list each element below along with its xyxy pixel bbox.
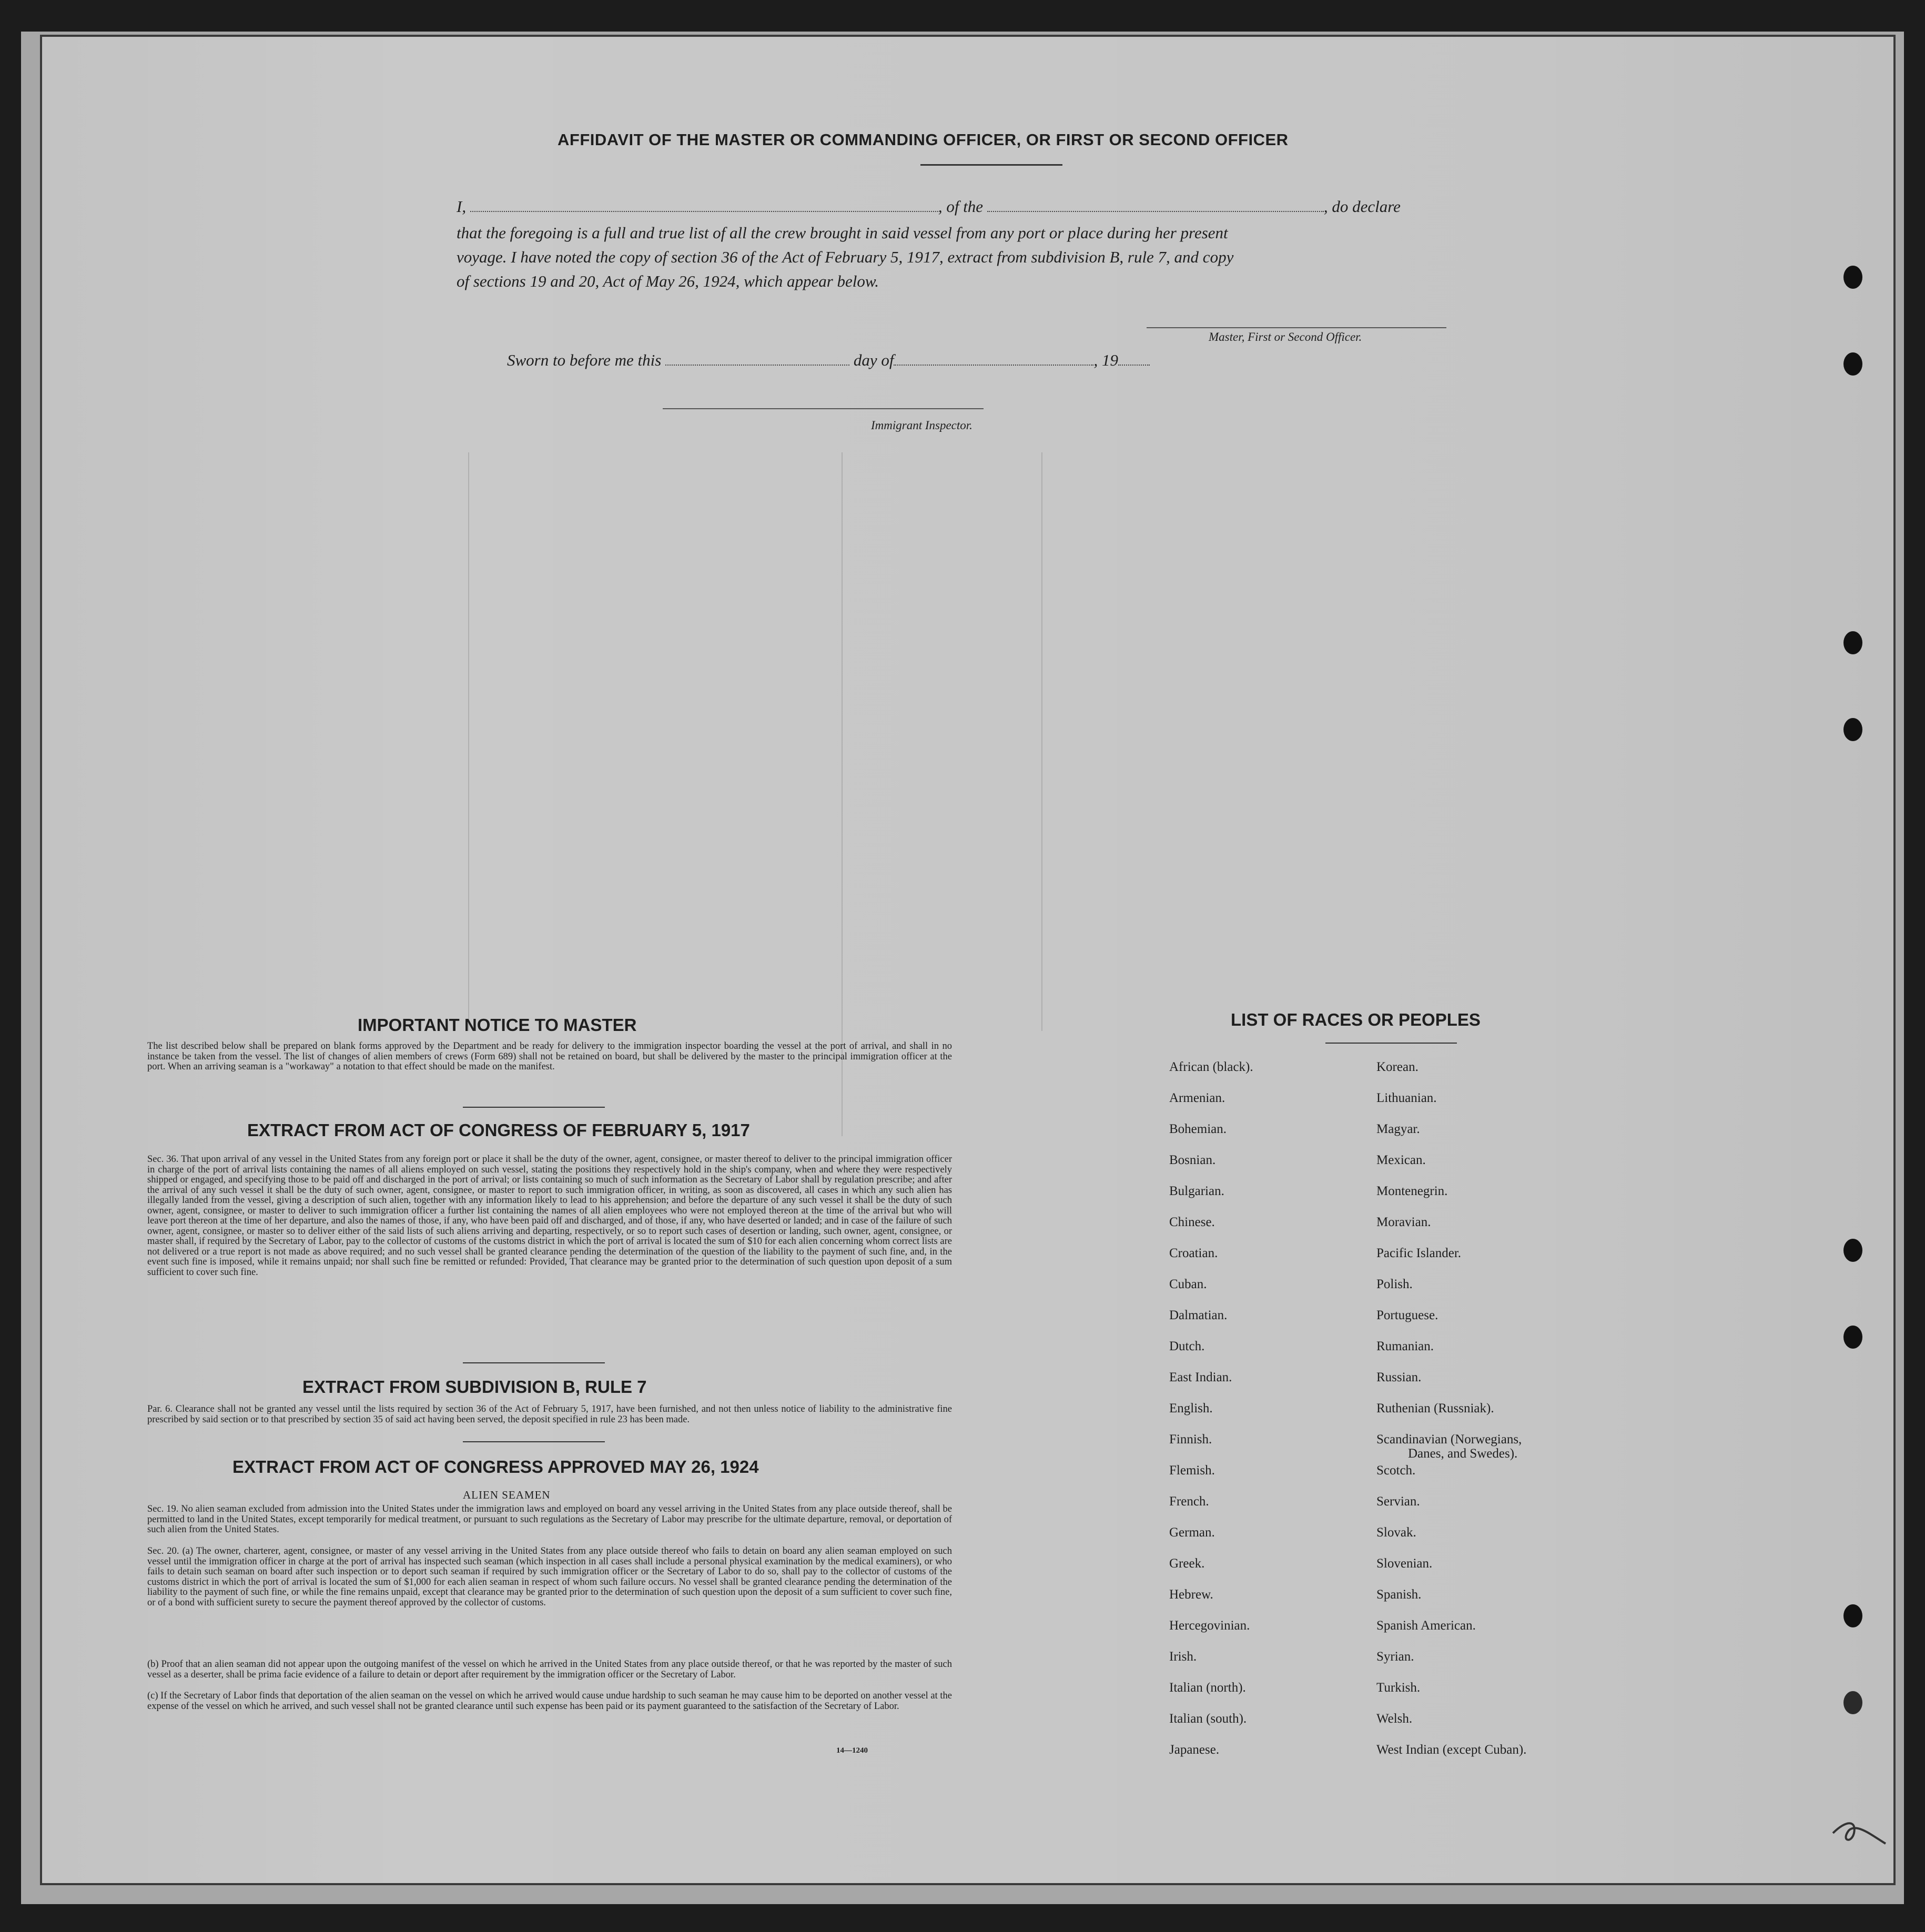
race-item-continuation: Danes, and Swedes).	[1408, 1447, 1518, 1461]
race-item: Servian.	[1376, 1494, 1420, 1509]
race-item: East Indian.	[1169, 1370, 1232, 1384]
race-item: Turkish.	[1376, 1681, 1421, 1695]
race-item: Mexican.	[1376, 1153, 1426, 1167]
race-item: Slovenian.	[1376, 1556, 1433, 1571]
race-item: Spanish.	[1376, 1587, 1422, 1602]
race-item: African (black).	[1169, 1060, 1253, 1074]
race-item: Croatian.	[1169, 1246, 1218, 1260]
bleed-line	[468, 452, 469, 1031]
race-item: Magyar.	[1376, 1122, 1420, 1136]
sworn-day-of: day of	[853, 351, 894, 369]
races-column-2	[1376, 1060, 1526, 1774]
master-signature-line	[1147, 327, 1446, 328]
race-item: Bulgarian.	[1169, 1184, 1224, 1198]
affidavit-of-the: , of the	[938, 197, 984, 216]
extract-1924-title: EXTRACT FROM ACT OF CONGRESS APPROVED MAY 26, 1924	[232, 1457, 759, 1476]
sworn-line	[507, 348, 1150, 372]
inspector-signature-line	[663, 408, 984, 409]
race-item: Bohemian.	[1169, 1122, 1227, 1136]
affidavit-line3: voyage. I have noted the copy of section 36 of the Act of February 5, 1917, extract from subdivision B, rule 7, and copy	[457, 248, 1234, 266]
sworn-year: , 19	[1093, 351, 1118, 369]
alien-seamen-subtitle: ALIEN SEAMEN	[463, 1489, 551, 1501]
race-item: Rumanian.	[1376, 1339, 1434, 1353]
races-title: LIST OF RACES OR PEOPLES	[1231, 1010, 1481, 1029]
race-item: Polish.	[1376, 1277, 1413, 1291]
race-item: Dalmatian.	[1169, 1308, 1228, 1322]
binder-hole	[1843, 1239, 1862, 1262]
race-item: Finnish.	[1169, 1432, 1212, 1447]
race-item: Chinese.	[1169, 1215, 1215, 1229]
race-item: Slovak.	[1376, 1525, 1416, 1540]
race-item: Hercegovinian.	[1169, 1619, 1250, 1633]
race-item: Montenegrin.	[1376, 1184, 1448, 1198]
race-item: Scandinavian (Norwegians,	[1376, 1432, 1522, 1447]
extract-1924-sec19: Sec. 19. No alien seaman excluded from admission into the United States under the immigration laws and employed on board any vessel arriving in the United States from any place outside thereof, shall be permitted to land in the United States, except temporarily for medical treatment, or pursuant to such regulations as the Secretary of Labor may prescribe for the ultimate departure, removal, or deportation of such alien from the United States.	[147, 1504, 952, 1535]
extract-1917-title: EXTRACT FROM ACT OF CONGRESS OF FEBRUARY 5, 1917	[247, 1120, 750, 1140]
affidavit-i: I,	[457, 197, 467, 216]
binder-hole	[1843, 352, 1862, 376]
race-item: Lithuanian.	[1376, 1091, 1437, 1105]
binder-hole	[1843, 1326, 1862, 1349]
race-item: French.	[1169, 1494, 1209, 1509]
binder-hole	[1843, 631, 1862, 654]
race-item: Bosnian.	[1169, 1153, 1216, 1167]
affidavit-line4: of sections 19 and 20, Act of May 26, 1924, which appear below.	[457, 272, 879, 290]
race-item: Moravian.	[1376, 1215, 1431, 1229]
binder-hole	[1843, 1691, 1862, 1714]
inspector-label: Immigrant Inspector.	[871, 419, 972, 432]
binder-hole	[1843, 718, 1862, 741]
races-rule	[1325, 1043, 1457, 1044]
title-rule	[920, 164, 1062, 166]
section-rule	[463, 1441, 605, 1442]
extract-1924-sec20b: (b) Proof that an alien seaman did not appear upon the outgoing manifest of the vessel on which he arrived in the United States from any place outside thereof, or that he was reported by the master of such vessel as a deserter, shall be prima facie evidence of a failure to detain or deport after requirement by the immigration officer or the Secretary of Labor.	[147, 1659, 952, 1680]
affidavit-title: AFFIDAVIT OF THE MASTER OR COMMANDING OFFICER, OR FIRST OR SECOND OFFICER	[558, 130, 1289, 149]
race-item: West Indian (except Cuban).	[1376, 1743, 1527, 1757]
race-item: Pacific Islander.	[1376, 1246, 1462, 1260]
bleed-line	[1041, 452, 1042, 1031]
extract-1924-sec20c: (c) If the Secretary of Labor finds that deportation of the alien seaman on the vessel on which he arrived would cause undue hardship to such seaman he may cause him to be deported on another vessel at the expense of the vessel on which he arrived, and such vessel shall not be granted clearance until such expense has been paid or its payment guaranteed to the satisfaction of the Secretary of Labor.	[147, 1691, 952, 1712]
race-item: Italian (north).	[1169, 1681, 1246, 1695]
race-item: Ruthenian (Russniak).	[1376, 1401, 1494, 1415]
race-item: Cuban.	[1169, 1277, 1207, 1291]
race-item: Spanish American.	[1376, 1619, 1476, 1633]
affidavit-line1	[457, 195, 1487, 219]
section-rule	[463, 1107, 605, 1108]
notice-title: IMPORTANT NOTICE TO MASTER	[358, 1015, 637, 1035]
section-rule	[463, 1362, 605, 1363]
race-item: Flemish.	[1169, 1463, 1215, 1478]
sworn-year-blank	[1118, 365, 1150, 366]
race-item: English.	[1169, 1401, 1213, 1415]
sworn-month-blank	[894, 365, 1093, 366]
binder-hole	[1843, 1604, 1862, 1627]
form-number: 14—1240	[836, 1746, 868, 1755]
extract-1917-text: Sec. 36. That upon arrival of any vessel in the United States from any foreign port or place it shall be the duty of the owner, agent, consignee, or master thereof to deliver to the principal immigration officer in charge of the port of arrival lists containing the names of all aliens employed on such vessel, stating the positions they respectively hold in the ship's company, when and where they were respectively shipped or engaged, and specifying those to be paid off and discharged in the port of arrival; or lists containing so much of such information as the Secretary of Labor shall by regulation prescribe; and after the arrival of any such vessel it shall be the duty of such owner, agent, consignee, or master to report to such immigration officer, in writing, as soon as discovered, all cases in which any such alien has illegally landed from the vessel, giving a description of such alien, together with any information likely to lead to his apprehension; and before the departure of any such vessel it shall be the duty of such owner, agent, consignee, or master to deliver to such immigration officer a further list containing the names of all alien employees who were not employed thereon at the time of the arrival but who will leave port thereon at the time of her departure, and also the names of those, if any, who have been paid off and discharged, and of those, if any, who have deserted or landed; and in case of the failure of such owner, agent, consignee, or master so to deliver either of the said lists of such aliens arriving and departing, respectively, or so to report such cases of desertion or landing, such owner, agent, consignee, or master shall, if required by the Secretary of Labor, pay to the collector of customs of the customs district in which the port of arrival is located the sum of $10 for each alien concerning whom correct lists are not delivered or a true report is not made as above required; and no such vessel shall be granted clearance pending the determination of the question of the liability to the payment of such fine, and, in the event such fine is imposed, while it remains unpaid; nor shall such fine be remitted or refunded: Provided, That clearance may be granted prior to the determination of such question upon deposit of a sum sufficient to cover such fine.	[147, 1154, 952, 1278]
subdivision-b-title: EXTRACT FROM SUBDIVISION B, RULE 7	[302, 1377, 647, 1397]
affidavit-do-declare: , do declare	[1323, 197, 1401, 216]
extract-1924-sec20a: Sec. 20. (a) The owner, charterer, agent, consignee, or master of any vessel arriving in the United States from any place outside thereof who fails to detain on board any alien seaman employed on such vessel until the immigration officer in charge at the port of arrival has inspected such seaman (which inspection in all cases shall include a personal physical examination by the medical examiners), or who fails to detain such seaman on board after such inspection or to deport such seaman if required by such immigration officer or the Secretary of Labor to do so, shall pay to the collector of customs of the customs district in which the port of arrival is located the sum of $1,000 for each alien seaman in respect of whom such failure occurs. No vessel shall be granted clearance pending the determination of the liability to the payment of such fine, or while the fine remains unpaid, except that clearance may be granted prior to the determination of such question upon the deposit of a sum sufficient to cover such fine, or of a bond with sufficient surety to secure the payment thereof approved by the collector of customs.	[147, 1546, 952, 1608]
race-item: Greek.	[1169, 1556, 1205, 1571]
race-item: Italian (south).	[1169, 1712, 1247, 1726]
notice-text: The list described below shall be prepared on blank forms approved by the Department and be ready for delivery to the immigration inspector boarding the vessel at the port of arrival, and shall in no instance be taken from the vessel. The list of changes of alien members of crews (Form 689) shall not be retained on board, but shall be delivered by the master to the principal immigration officer at the port. When an arriving seaman is a "workaway" a notation to that effect should be made on the manifest.	[147, 1041, 952, 1072]
race-item: Irish.	[1169, 1650, 1197, 1664]
race-item: Portuguese.	[1376, 1308, 1438, 1322]
race-item: Korean.	[1376, 1060, 1419, 1074]
document-page	[42, 37, 1893, 1883]
sworn-prefix: Sworn to before me this	[507, 351, 662, 369]
race-item: Syrian.	[1376, 1650, 1414, 1664]
race-item: German.	[1169, 1525, 1215, 1540]
race-item: Dutch.	[1169, 1339, 1205, 1353]
bleed-line	[842, 452, 843, 1136]
race-item: Russian.	[1376, 1370, 1422, 1384]
race-item: Welsh.	[1376, 1712, 1413, 1726]
race-item-scandinavian	[1376, 1432, 1526, 1463]
sworn-day-blank	[665, 365, 849, 366]
race-item: Japanese.	[1169, 1743, 1220, 1757]
race-item: Scotch.	[1376, 1463, 1416, 1478]
vessel-blank	[987, 211, 1324, 212]
races-column-1	[1169, 1060, 1253, 1774]
binder-hole	[1843, 266, 1862, 289]
master-signature-label: Master, First or Second Officer.	[1209, 330, 1362, 343]
pen-mark-icon	[1830, 1815, 1888, 1852]
subdivision-b-text: Par. 6. Clearance shall not be granted any vessel until the lists required by section 36 of the Act of February 5, 1917, have been furnished, and not then unless notice of liability to the administrative fine prescribed by said section or to that prescribed by section 35 of said act having been served, the deposit specified in rule 23 has been made.	[147, 1404, 952, 1425]
affidavit-line2: that the foregoing is a full and true list of all the crew brought in said vessel from any port or place during her present	[457, 224, 1228, 242]
race-item: Armenian.	[1169, 1091, 1225, 1105]
race-item: Hebrew.	[1169, 1587, 1213, 1602]
name-blank	[470, 211, 938, 212]
